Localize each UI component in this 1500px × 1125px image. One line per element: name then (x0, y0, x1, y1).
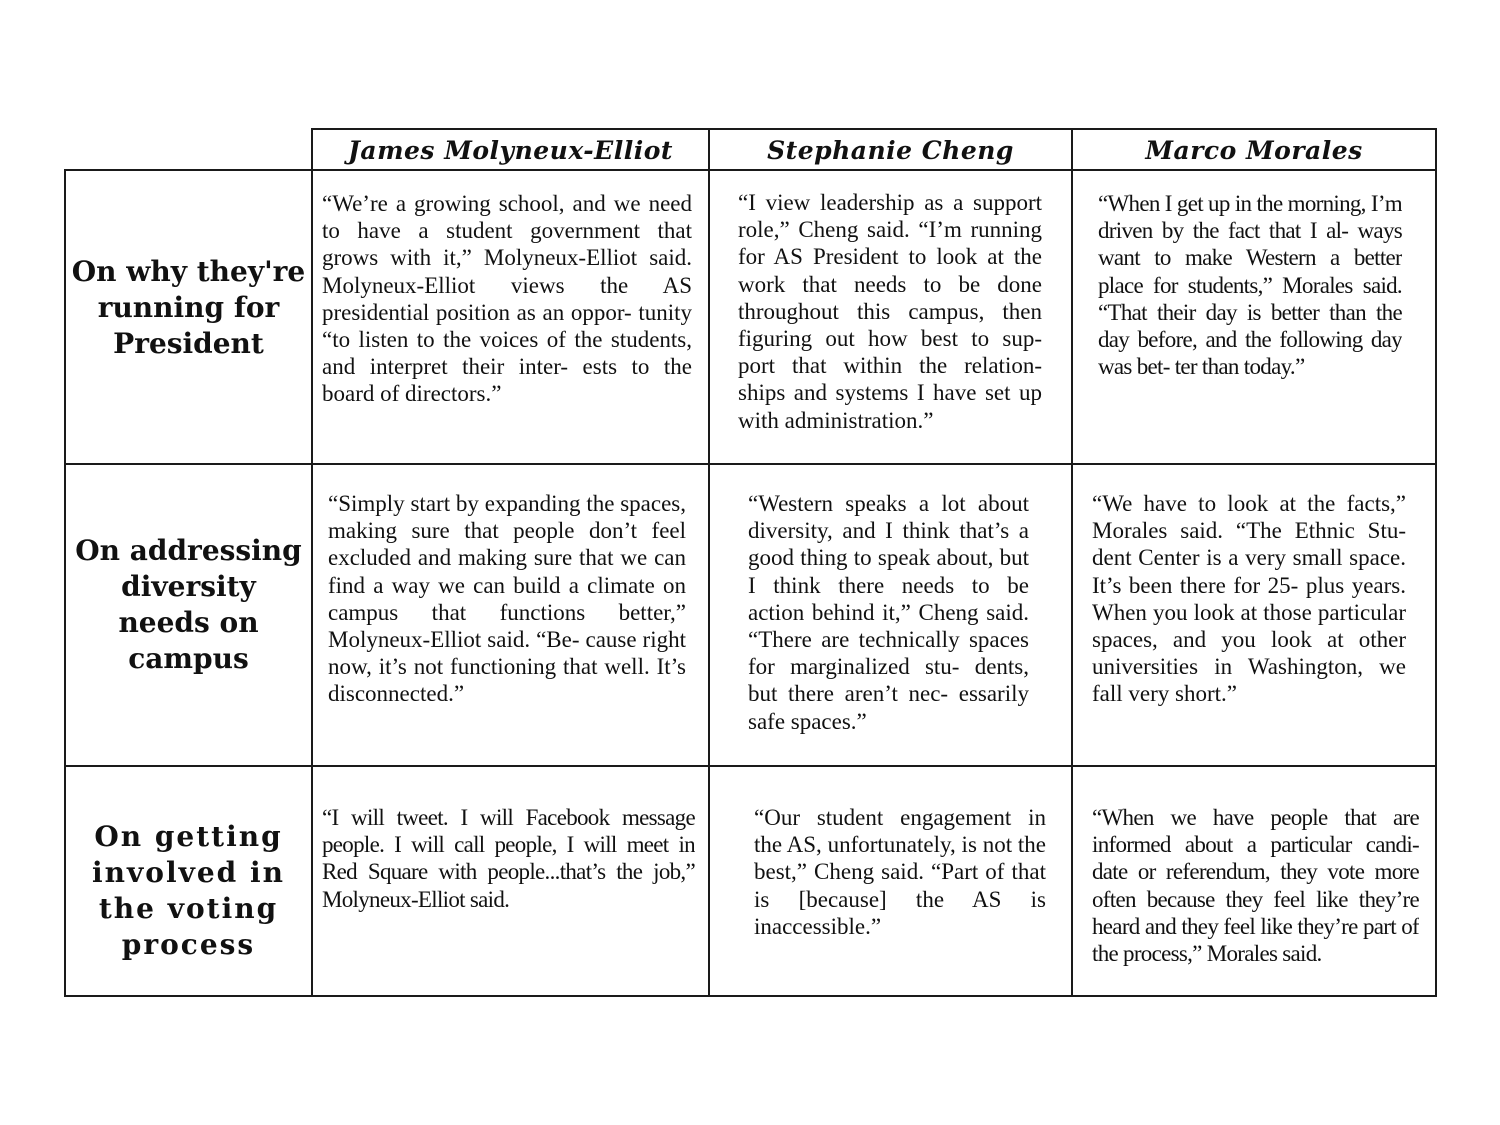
row-topic-voting-process: On getting involved in the voting process (92, 820, 285, 961)
row-topic-why-running: On why they're running for President (71, 255, 306, 360)
quote-molyneux-elliot-diversity: “Simply start by expanding the spaces, making sure that people don’t feel excluded and making sure that we can find a way we can build a climate on campus that functions better,” Molyneux-Elliot said. “Be- cause right now, it’s not functioning that well. It’s disconnected.” (328, 491, 686, 707)
column-header-stephanie-cheng: Stephanie Cheng (767, 135, 1014, 165)
quote-cheng-why-running: “I view leadership as a support role,” Cheng said. “I’m running for AS President to look at the work that needs to be done throughout this campus, then figuring out how best to sup- port that within the relation- ships and systems I have set up with administration.” (738, 190, 1042, 433)
quote-morales-diversity: “We have to look at the facts,” Morales said. “The Ethnic Stu- dent Center is a very small space. It’s been there for 25- plus years. When you look at those particular spaces, and you look at other universities in Washington, we fall very short.” (1092, 491, 1406, 707)
quote-morales-why-running: “When I get up in the morning, I’m driven by the fact that I al- ways want to make Western a better place for students,” Morales said. “That their day is better than the day before, and the following day was bet- ter than today.” (1098, 191, 1402, 380)
row-topic-diversity-needs: On addressing diversity needs on campus (75, 534, 302, 675)
quote-cheng-diversity: “Western speaks a lot about diversity, and I think that’s a good thing to speak about, but I think there needs to be action behind it,” Cheng said. “There are technically spaces for marginalized stu- dents, but there aren’t nec- essarily safe spaces.” (748, 491, 1029, 734)
quote-cheng-voting: “Our student engagement in the AS, unfortunately, is not the best,” Cheng said. “Part of that is [because] the AS is inaccessible.” (754, 805, 1046, 939)
quote-molyneux-elliot-why-running: “We’re a growing school, and we need to have a student government that grows with it,” Molyneux-Elliot said. Molyneux-Elliot views the AS presidential position as an oppor- tunity “to listen to the voices of the students, and interpret their inter- ests to the board of directors.” (322, 191, 692, 407)
quote-molyneux-elliot-voting: “I will tweet. I will Facebook message people. I will call people, I will meet in Red Square with people...that’s the job,” Molyneux-Elliot said. (322, 805, 695, 912)
quote-morales-voting: “When we have people that are informed about a particular candi- date or referendum, they vote more often because they feel like they’re heard and they feel like they’re part of the process,” Morales said. (1092, 805, 1419, 967)
column-header-james-molyneux-elliot: James Molyneux-Elliot (348, 135, 673, 165)
column-header-marco-morales: Marco Morales (1145, 135, 1363, 165)
